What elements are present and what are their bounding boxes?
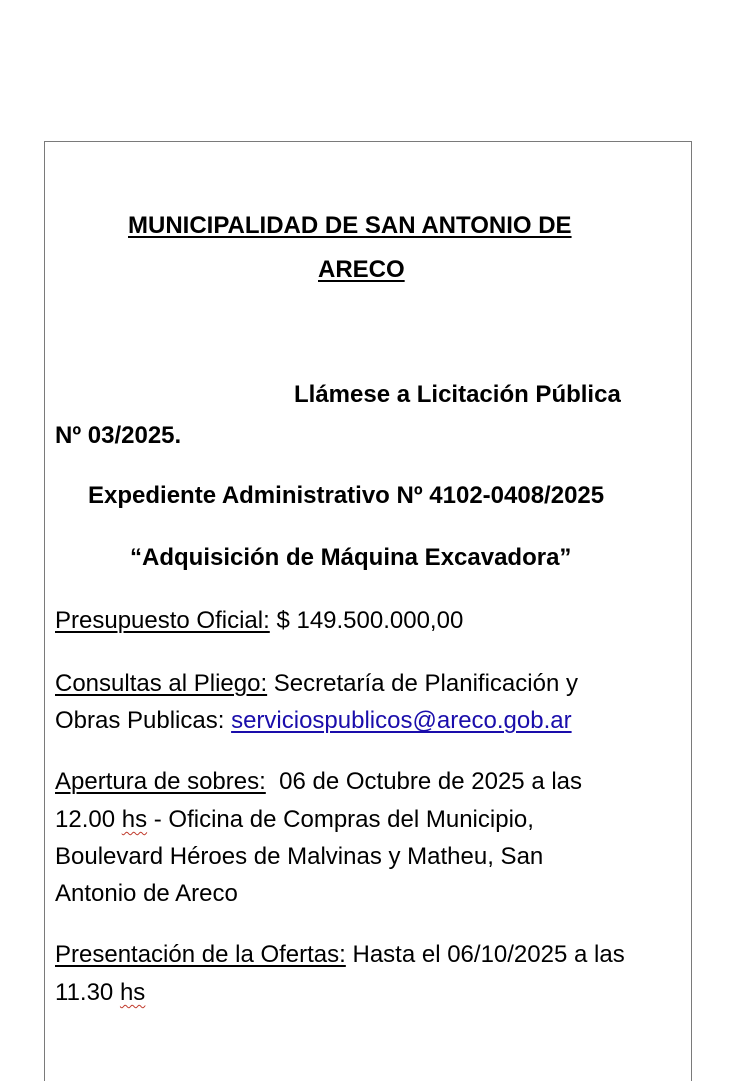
title-line-2 — [318, 256, 405, 284]
call-line-1: Llámese a Licitación Pública — [294, 381, 621, 408]
apertura-hs: hs — [121, 806, 148, 833]
email-link[interactable]: serviciospublicos@areco.gob.ar — [231, 707, 572, 734]
consultas-text-1: Secretaría de Planificación y — [267, 670, 578, 697]
apertura-line-2 — [55, 806, 534, 834]
presupuesto-line — [55, 607, 463, 635]
consultas-line-1 — [55, 670, 578, 698]
apertura-label: Apertura de sobres: — [55, 768, 266, 795]
apertura-time: 12.00 — [55, 806, 122, 833]
title-text-1: MUNICIPALIDAD DE SAN ANTONIO DE — [128, 212, 572, 239]
presentacion-line-2 — [55, 979, 145, 1007]
apertura-line-3: Boulevard Héroes de Malvinas y Matheu, San — [55, 843, 544, 870]
consultas-label: Consultas al Pliego: — [55, 670, 268, 697]
apertura-text-1: 06 de Octubre de 2025 a las — [265, 768, 583, 795]
presentacion-label: Presentación de la Ofertas: — [55, 941, 346, 968]
title-line-1 — [128, 212, 572, 240]
presentacion-text-1: Hasta el 06/10/2025 a las — [345, 941, 625, 968]
title-text-2: ARECO — [318, 256, 405, 283]
call-line-2: Nº 03/2025. — [55, 422, 182, 449]
apertura-line-4: Antonio de Areco — [55, 880, 238, 907]
presupuesto-label: Presupuesto Oficial: — [55, 607, 270, 634]
apertura-text-2: - Oficina de Compras del Municipio, — [147, 806, 534, 833]
presentacion-hs: hs — [119, 979, 146, 1006]
apertura-line-1 — [55, 768, 582, 796]
consultas-text-2: Obras Publicas: — [55, 707, 232, 734]
presentacion-time: 11.30 — [55, 979, 120, 1006]
subject-line: “Adquisición de Máquina Excavadora” — [130, 544, 572, 571]
presentacion-line-1 — [55, 941, 625, 969]
consultas-line-2 — [55, 707, 572, 735]
expediente-line: Expediente Administrativo Nº 4102-0408/2025 — [88, 482, 605, 509]
presupuesto-value: $ 149.500.000,00 — [269, 607, 464, 634]
